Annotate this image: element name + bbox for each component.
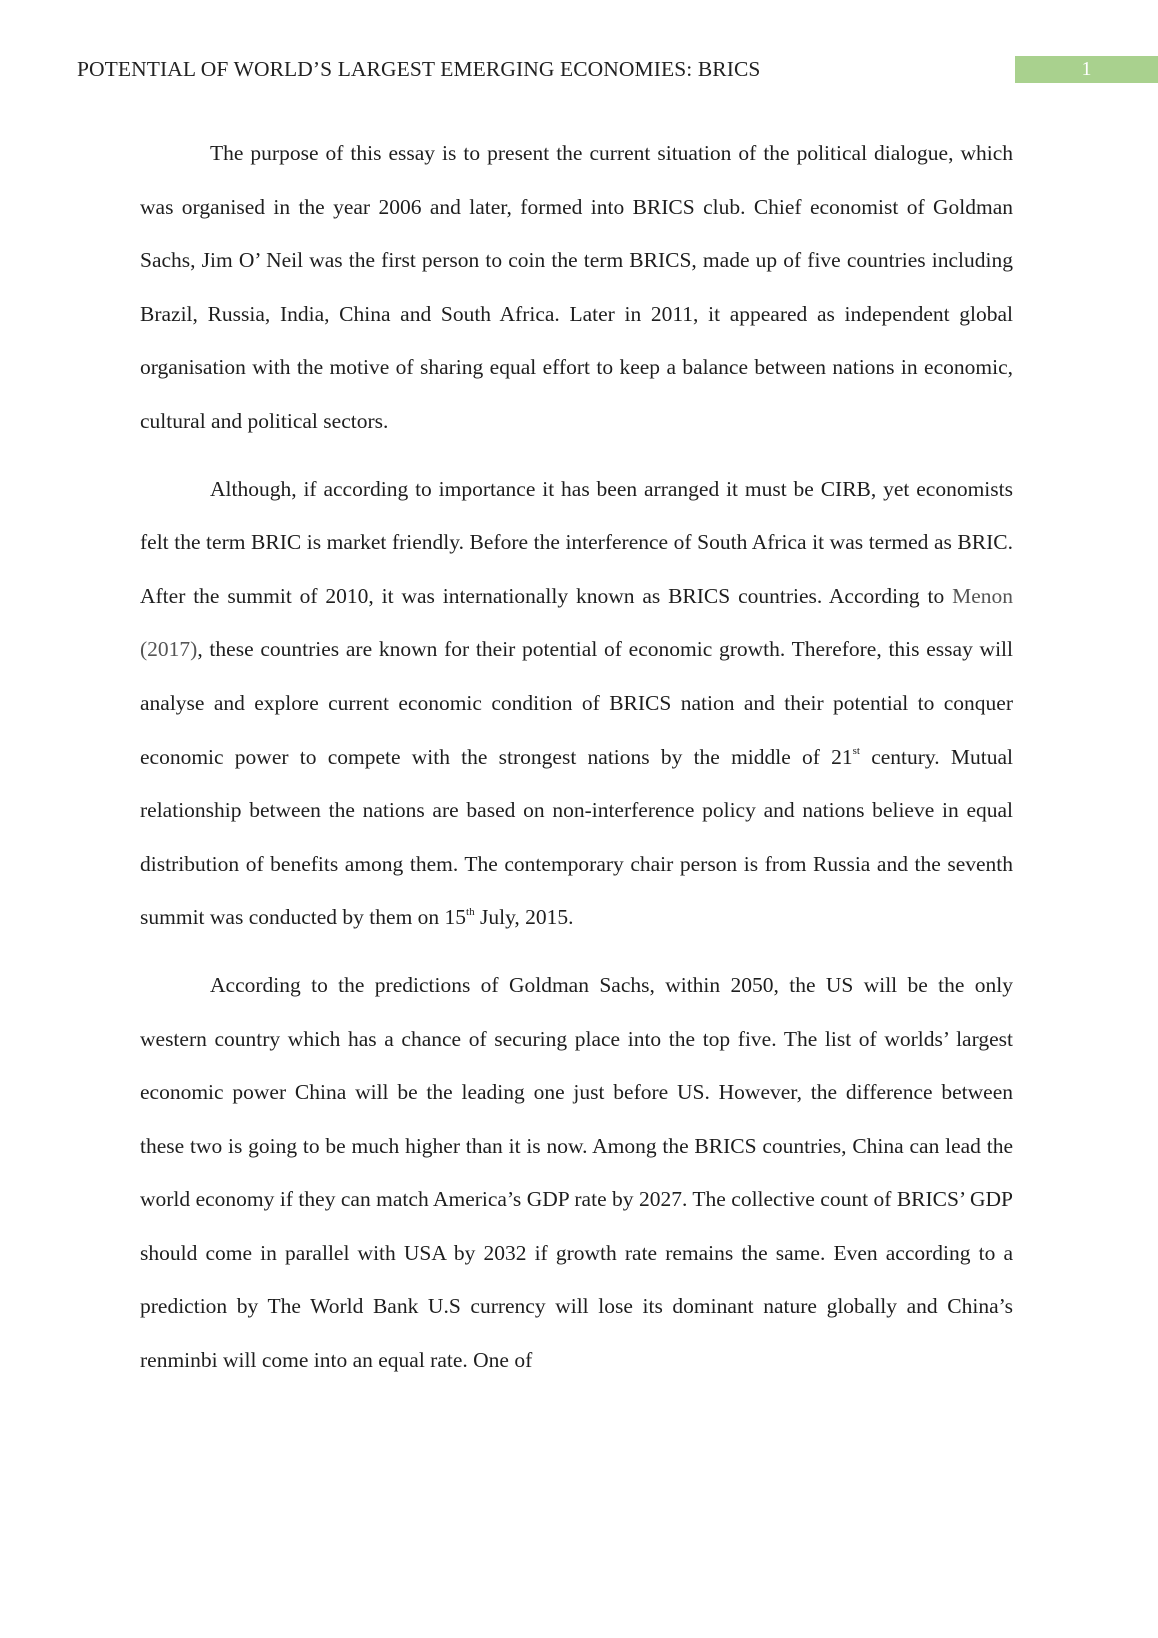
paragraph-2-text-d: July, 2015.: [474, 905, 574, 930]
ordinal-superscript-st: st: [852, 745, 860, 758]
ordinal-superscript-th: th: [466, 906, 475, 919]
essay-body: [140, 127, 1013, 1402]
citation-menon-2017: Menon (2017): [140, 583, 1013, 662]
paragraph-2-text-a: Although, if according to importance it has been arranged it must be CIRB, yet economists felt the term BRIC is market friendly. Before the interference of South Africa it was termed as BRIC. After the summit of 2010, it was internationally known as BRICS countries. According to: [140, 476, 1013, 608]
paragraph-2: [140, 463, 1013, 945]
paragraph-2-text-c: century. Mutual relationship between the nations are based on non-interference policy and nations believe in equal distribution of benefits among them. The contemporary chair person is from Russia and the seventh summit was conducted by them on 15: [140, 744, 1013, 930]
paragraph-3: According to the predictions of Goldman Sachs, within 2050, the US will be the only western country which has a chance of securing place into the top five. The list of worlds’ largest economic power China will be the leading one just before US. However, the difference between these two is going to be much higher than it is now. Among the BRICS countries, China can lead the world economy if they can match America’s GDP rate by 2027. The collective count of BRICS’ GDP should come in parallel with USA by 2032 if growth rate remains the same. Even according to a prediction by The World Bank U.S currency will lose its dominant nature globally and China’s renminbi will come into an equal rate. One of: [140, 972, 1013, 1373]
page-number-badge: 1: [1015, 56, 1158, 83]
paragraph-2-text-b: , these countries are known for their potential of economic growth. Therefore, this essay will analyse and explore current economic condition of BRICS nation and their potential to conquer economic power to compete with the strongest nations by the middle of 21: [140, 637, 1013, 769]
paragraph-1: The purpose of this essay is to present the current situation of the political dialogue, which was organised in the year 2006 and later, formed into BRICS club. Chief economist of Goldman Sachs, Jim O’ Neil was the first person to coin the term BRICS, made up of five countries including Brazil, Russia, India, China and South Africa. Later in 2011, it appeared as independent global organisation with the motive of sharing equal effort to keep a balance between nations in economic, cultural and political sectors.: [140, 141, 1013, 433]
running-header-title: POTENTIAL OF WORLD’S LARGEST EMERGING ECONOMIES: BRICS: [77, 57, 761, 81]
